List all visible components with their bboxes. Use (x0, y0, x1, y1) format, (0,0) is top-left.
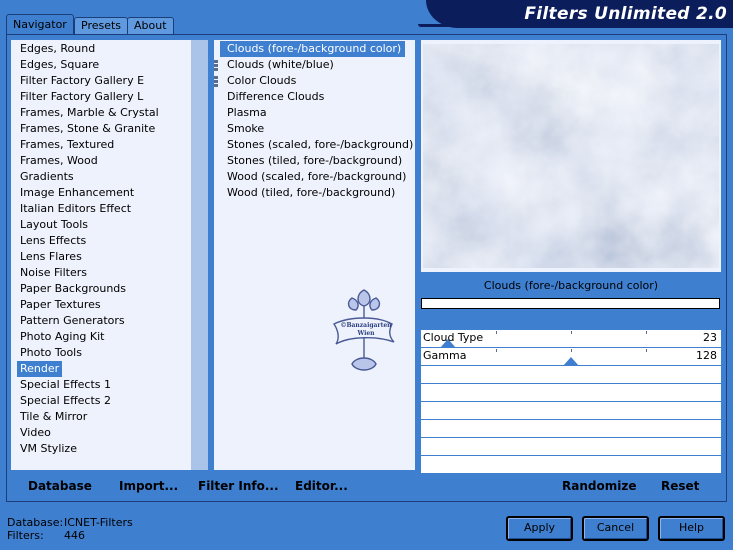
category-item[interactable] (17, 361, 162, 377)
category-item-label: Paper Textures (20, 298, 101, 311)
category-item[interactable] (17, 249, 162, 265)
category-item-label: Special Effects 2 (20, 394, 112, 407)
filter-item-label: Difference Clouds (227, 90, 325, 103)
title-banner (426, 0, 733, 28)
category-item[interactable] (17, 153, 162, 169)
category-item-label: Filter Factory Gallery L (20, 90, 144, 103)
preview-image (423, 44, 719, 268)
category-item[interactable] (17, 217, 162, 233)
category-list-panel[interactable] (11, 40, 208, 470)
bottom-toolbar-right (421, 472, 721, 498)
cancel-button[interactable]: Cancel (582, 516, 649, 541)
filter-item[interactable] (220, 137, 417, 153)
category-item[interactable] (17, 169, 162, 185)
empty-parameter-row (421, 402, 721, 420)
category-item[interactable] (17, 297, 162, 313)
filter-item[interactable] (220, 89, 417, 105)
category-item[interactable] (17, 409, 162, 425)
category-item[interactable] (17, 105, 162, 121)
category-item[interactable] (17, 121, 162, 137)
footer-info (7, 516, 133, 542)
category-item-label: Lens Flares (20, 250, 82, 263)
filter-list (220, 41, 417, 201)
filter-item[interactable] (220, 73, 417, 89)
filter-item-label: Clouds (fore-/background color) (220, 41, 405, 57)
stamp-line-2: Wien (357, 330, 375, 337)
category-item[interactable] (17, 393, 162, 409)
category-item[interactable] (17, 89, 162, 105)
category-item[interactable] (17, 201, 162, 217)
slider-tick (571, 349, 572, 352)
category-item[interactable] (17, 345, 162, 361)
category-item[interactable] (17, 441, 162, 457)
preview-panel (421, 40, 721, 272)
category-item[interactable] (17, 137, 162, 153)
current-filter-name: Clouds (fore-/background color) (483, 279, 659, 292)
filter-item-label: Wood (scaled, fore-/background) (227, 170, 407, 183)
category-item-label: Frames, Stone & Granite (20, 122, 156, 135)
category-item-label: Frames, Wood (20, 154, 98, 167)
filter-item[interactable] (220, 41, 417, 57)
filter-item-label: Stones (scaled, fore-/background) (227, 138, 414, 151)
empty-parameter-row (421, 384, 721, 402)
filter-item[interactable] (220, 169, 417, 185)
stamp-text (338, 322, 394, 338)
category-item-label: Edges, Square (20, 58, 100, 71)
app-title: Filters Unlimited 2.0 (524, 4, 727, 24)
category-item-label: Special Effects 1 (20, 378, 112, 391)
category-item[interactable] (17, 425, 162, 441)
filter-item-label: Plasma (227, 106, 267, 119)
filter-item[interactable] (220, 57, 417, 73)
slider-tick (646, 349, 647, 352)
category-item[interactable] (17, 329, 162, 345)
category-item-label: Frames, Textured (20, 138, 115, 151)
filter-item[interactable] (220, 185, 417, 201)
cloud-render (423, 44, 719, 268)
filters-count: 446 (64, 529, 85, 542)
category-item-label: Video (20, 426, 51, 439)
empty-parameter-row (421, 438, 721, 456)
category-item-label: Tile & Mirror (20, 410, 88, 423)
database-value: ICNET-Filters (64, 516, 133, 529)
category-list (17, 41, 162, 457)
parameter-name: Gamma (423, 349, 467, 362)
progress-bar (421, 298, 720, 309)
randomize-button[interactable]: Randomize (562, 479, 637, 493)
filter-item-label: Stones (tiled, fore-/background) (227, 154, 403, 167)
slider-tick (496, 349, 497, 352)
slider-thumb[interactable] (563, 357, 579, 366)
category-item-label: Photo Tools (20, 346, 82, 359)
filter-item[interactable] (220, 105, 417, 121)
category-item-label: Render (17, 361, 62, 377)
filter-item-label: Clouds (white/blue) (227, 58, 334, 71)
slider-tick (496, 331, 497, 334)
empty-parameter-row (421, 366, 721, 384)
category-item[interactable] (17, 57, 162, 73)
database-label: Database: (7, 516, 64, 529)
category-item-label: Pattern Generators (20, 314, 125, 327)
category-scrollbar[interactable] (191, 40, 208, 470)
stamp-line-1: ©Banzaigarten (340, 322, 392, 329)
category-item-label: Frames, Marble & Crystal (20, 106, 159, 119)
parameter-row[interactable] (421, 348, 721, 366)
category-item-label: Paper Backgrounds (20, 282, 127, 295)
editor-button[interactable]: Editor... (295, 479, 348, 493)
favorite-marker-icon (214, 60, 218, 71)
filter-info-button[interactable]: Filter Info... (198, 479, 279, 493)
category-item[interactable] (17, 41, 162, 57)
slider-tick (646, 331, 647, 334)
parameter-value: 128 (696, 349, 717, 362)
empty-parameter-row (421, 420, 721, 438)
category-item[interactable] (17, 73, 162, 89)
apply-button[interactable]: Apply (506, 516, 573, 541)
category-item-label: Image Enhancement (20, 186, 135, 199)
filter-item[interactable] (220, 121, 417, 137)
category-item-label: Edges, Round (20, 42, 96, 55)
favorite-marker-icon (214, 76, 218, 87)
parameter-area (421, 330, 721, 474)
category-item[interactable] (17, 377, 162, 393)
parameter-name: Cloud Type (423, 331, 484, 344)
category-item[interactable] (17, 265, 162, 281)
category-item-label: VM Stylize (20, 442, 77, 455)
category-item-label: Noise Filters (20, 266, 87, 279)
category-item[interactable] (17, 185, 162, 201)
filter-item-label: Wood (tiled, fore-/background) (227, 186, 396, 199)
category-item-label: Italian Editors Effect (20, 202, 132, 215)
help-button[interactable]: Help (658, 516, 725, 541)
slider-tick (571, 331, 572, 334)
import-button[interactable]: Import... (119, 479, 179, 493)
filter-item-label: Smoke (227, 122, 265, 135)
category-item-label: Gradients (20, 170, 74, 183)
filters-label: Filters: (7, 529, 44, 542)
filter-item[interactable] (220, 153, 417, 169)
tab-about[interactable]: About (127, 17, 174, 34)
bottom-toolbar (11, 472, 415, 498)
reset-button[interactable]: Reset (661, 479, 700, 493)
tab-navigator[interactable]: Navigator (6, 14, 74, 34)
parameter-value: 23 (703, 331, 717, 344)
category-item[interactable] (17, 281, 162, 297)
category-item[interactable] (17, 233, 162, 249)
category-item-label: Layout Tools (20, 218, 88, 231)
tab-presets[interactable]: Presets (74, 17, 128, 34)
parameter-row[interactable] (421, 330, 721, 348)
database-button[interactable]: Database (28, 479, 92, 493)
filter-item-label: Color Clouds (227, 74, 297, 87)
category-item[interactable] (17, 313, 162, 329)
category-item-label: Filter Factory Gallery E (20, 74, 145, 87)
category-item-label: Photo Aging Kit (20, 330, 105, 343)
filter-list-panel[interactable] (214, 40, 415, 470)
category-item-label: Lens Effects (20, 234, 87, 247)
